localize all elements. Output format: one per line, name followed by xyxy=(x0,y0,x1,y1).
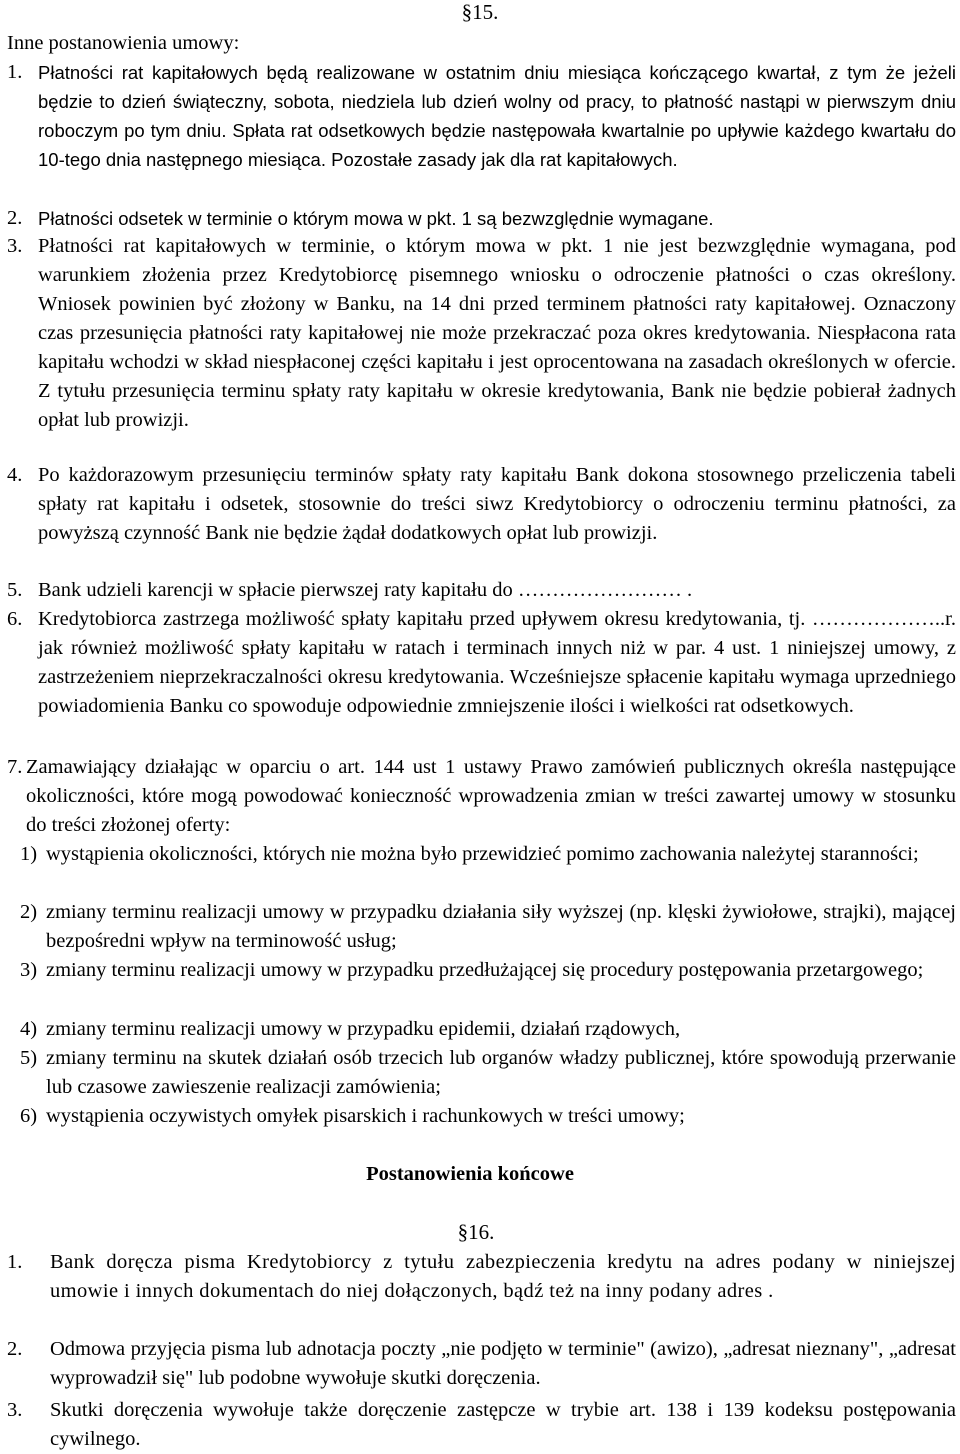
paragraph: Skutki doręczenia wywołuje także doręczenie zastępcze w trybie art. 138 i 139 kodeksu postępowania cywilnego. xyxy=(50,1399,956,1450)
section-title: Inne postanowienia umowy: xyxy=(7,32,240,54)
subitem-text: wystąpienia oczywistych omyłek pisarskich i rachunkowych w treści umowy; xyxy=(46,1105,685,1127)
item-number: 1. xyxy=(7,1251,23,1273)
item-number: 2. xyxy=(7,1338,23,1360)
final-provisions-heading: Postanowienia końcowe xyxy=(366,1163,574,1185)
item-number: 1. xyxy=(7,61,23,83)
subitem-text: wystąpienia okoliczności, których nie można było przewidzieć pomimo zachowania należytej staranności; xyxy=(46,843,919,865)
section-number: §16. xyxy=(457,1220,495,1244)
item-number: 7. xyxy=(7,756,23,778)
paragraph: Płatności rat kapitałowych w terminie, o którym mowa w pkt. 1 nie jest bezwzględnie wymagana, pod warunkiem złożenia przez Kredytobiorcę pisemnego wniosku o odroczenie płatności o czas określony. Wniosek powinien być złożony w Banku, na 14 dni przed terminem płatności raty kapitałowej. Oznaczony czas przesunięcia płatności raty kapitałowej nie może przekraczać poza okres kredytowania. Niespłacona rata kapitału wchodzi w skład niespłaconej części kapitału i jest oprocentowana na zasadach określonych w ofercie. Z tytułu przesunięcia terminu spłaty raty kapitału w okresie kredytowania, Bank nie będzie pobierał żadnych opłat lub prowizji. xyxy=(38,235,956,431)
paragraph: Zamawiający działając w oparciu o art. 144 ust 1 ustawy Prawo zamówień publicznych określa następujące okoliczności, które mogą powodować konieczność wprowadzenia zmian w treści zawartej umowy w stosunku do treści złożonej oferty: xyxy=(26,756,956,836)
paragraph: Po każdorazowym przesunięciu terminów spłaty raty kapitału Bank dokona stosownego przeliczenia tabeli spłaty rat kapitału i odsetek, stosownie do treści siwz Kredytobiorcy o odroczeniu terminu płatności, za powyższą czynność Bank nie będzie żądał dodatkowych opłat lub prowizji. xyxy=(38,464,956,544)
section-number: §15. xyxy=(461,0,499,24)
subitem-text: zmiany terminu realizacji umowy w przypadku działania siły wyższej (np. klęski żywiołowe, strajki), mającej bezpośredni wpływ na terminowość usług; xyxy=(46,901,956,952)
subitem-number: 4) xyxy=(20,1018,38,1040)
paragraph: Płatności rat kapitałowych będą realizowane w ostatnim dniu miesiąca kończącego kwartał, z tym że jeżeli będzie to dzień świąteczny, sobota, niedziela lub dzień wolny od pracy, to płatność nastąpi w pierwszym dniu roboczym po tym dniu. Spłata rat odsetkowych będzie następowała kwartalnie po upływie każdego kwartału do 10-tego dnia następnego miesiąca. Pozostałe zasady jak dla rat kapitałowych. xyxy=(38,62,956,170)
item-number: 3. xyxy=(7,235,23,257)
subitem-number: 5) xyxy=(20,1047,38,1069)
paragraph: Bank udzieli karencji w spłacie pierwszej raty kapitału do …………………… . xyxy=(38,579,693,601)
subitem-text: zmiany terminu realizacji umowy w przypadku epidemii, działań rządowych, xyxy=(46,1018,681,1040)
paragraph: Płatności odsetek w terminie o którym mowa w pkt. 1 są bezwzględnie wymagane. xyxy=(38,208,714,229)
item-number: 4. xyxy=(7,464,23,486)
subitem-number: 6) xyxy=(20,1105,38,1127)
subitem-text: zmiany terminu na skutek działań osób trzecich lub organów władzy publicznej, które spowodują przerwanie lub czasowe zawieszenie realizacji zamówienia; xyxy=(46,1047,956,1098)
subitem-number: 2) xyxy=(20,901,38,923)
item-number: 6. xyxy=(7,608,23,630)
item-number: 2. xyxy=(7,207,23,229)
item-number: 5. xyxy=(7,579,23,601)
subitem-number: 3) xyxy=(20,959,38,981)
paragraph: Kredytobiorca zastrzega możliwość spłaty kapitału przed upływem okresu kredytowania, tj. ………………..r. jak również możliwość spłaty kapitału w ratach i terminach innych niż w par. 4 ust. 1 niniejszej umowy, z zastrzeżeniem nieprzekraczalności okresu kredytowania. Wcześniejsze spłacenie kapitału wymaga uprzedniego powiadomienia Banku co spowoduje odpowiednie zmniejszenie ilości i wielkości rat odsetkowych. xyxy=(38,608,956,717)
paragraph: Odmowa przyjęcia pisma lub adnotacja poczty „nie podjęto w terminie" (awizo), „adresat nieznany", „adresat wyprowadził się" lub podobne wywołuje skutki doręczenia. xyxy=(50,1338,956,1389)
subitem-number: 1) xyxy=(20,843,38,865)
paragraph: Bank doręcza pisma Kredytobiorcy z tytułu zabezpieczenia kredytu na adres podany w niniejszej umowie i innych dokumentach do niej dołączonych, bądź też na inny podany adres . xyxy=(50,1251,956,1302)
item-number: 3. xyxy=(7,1399,23,1421)
subitem-text: zmiany terminu realizacji umowy w przypadku przedłużającej się procedury postępowania przetargowego; xyxy=(46,959,924,981)
